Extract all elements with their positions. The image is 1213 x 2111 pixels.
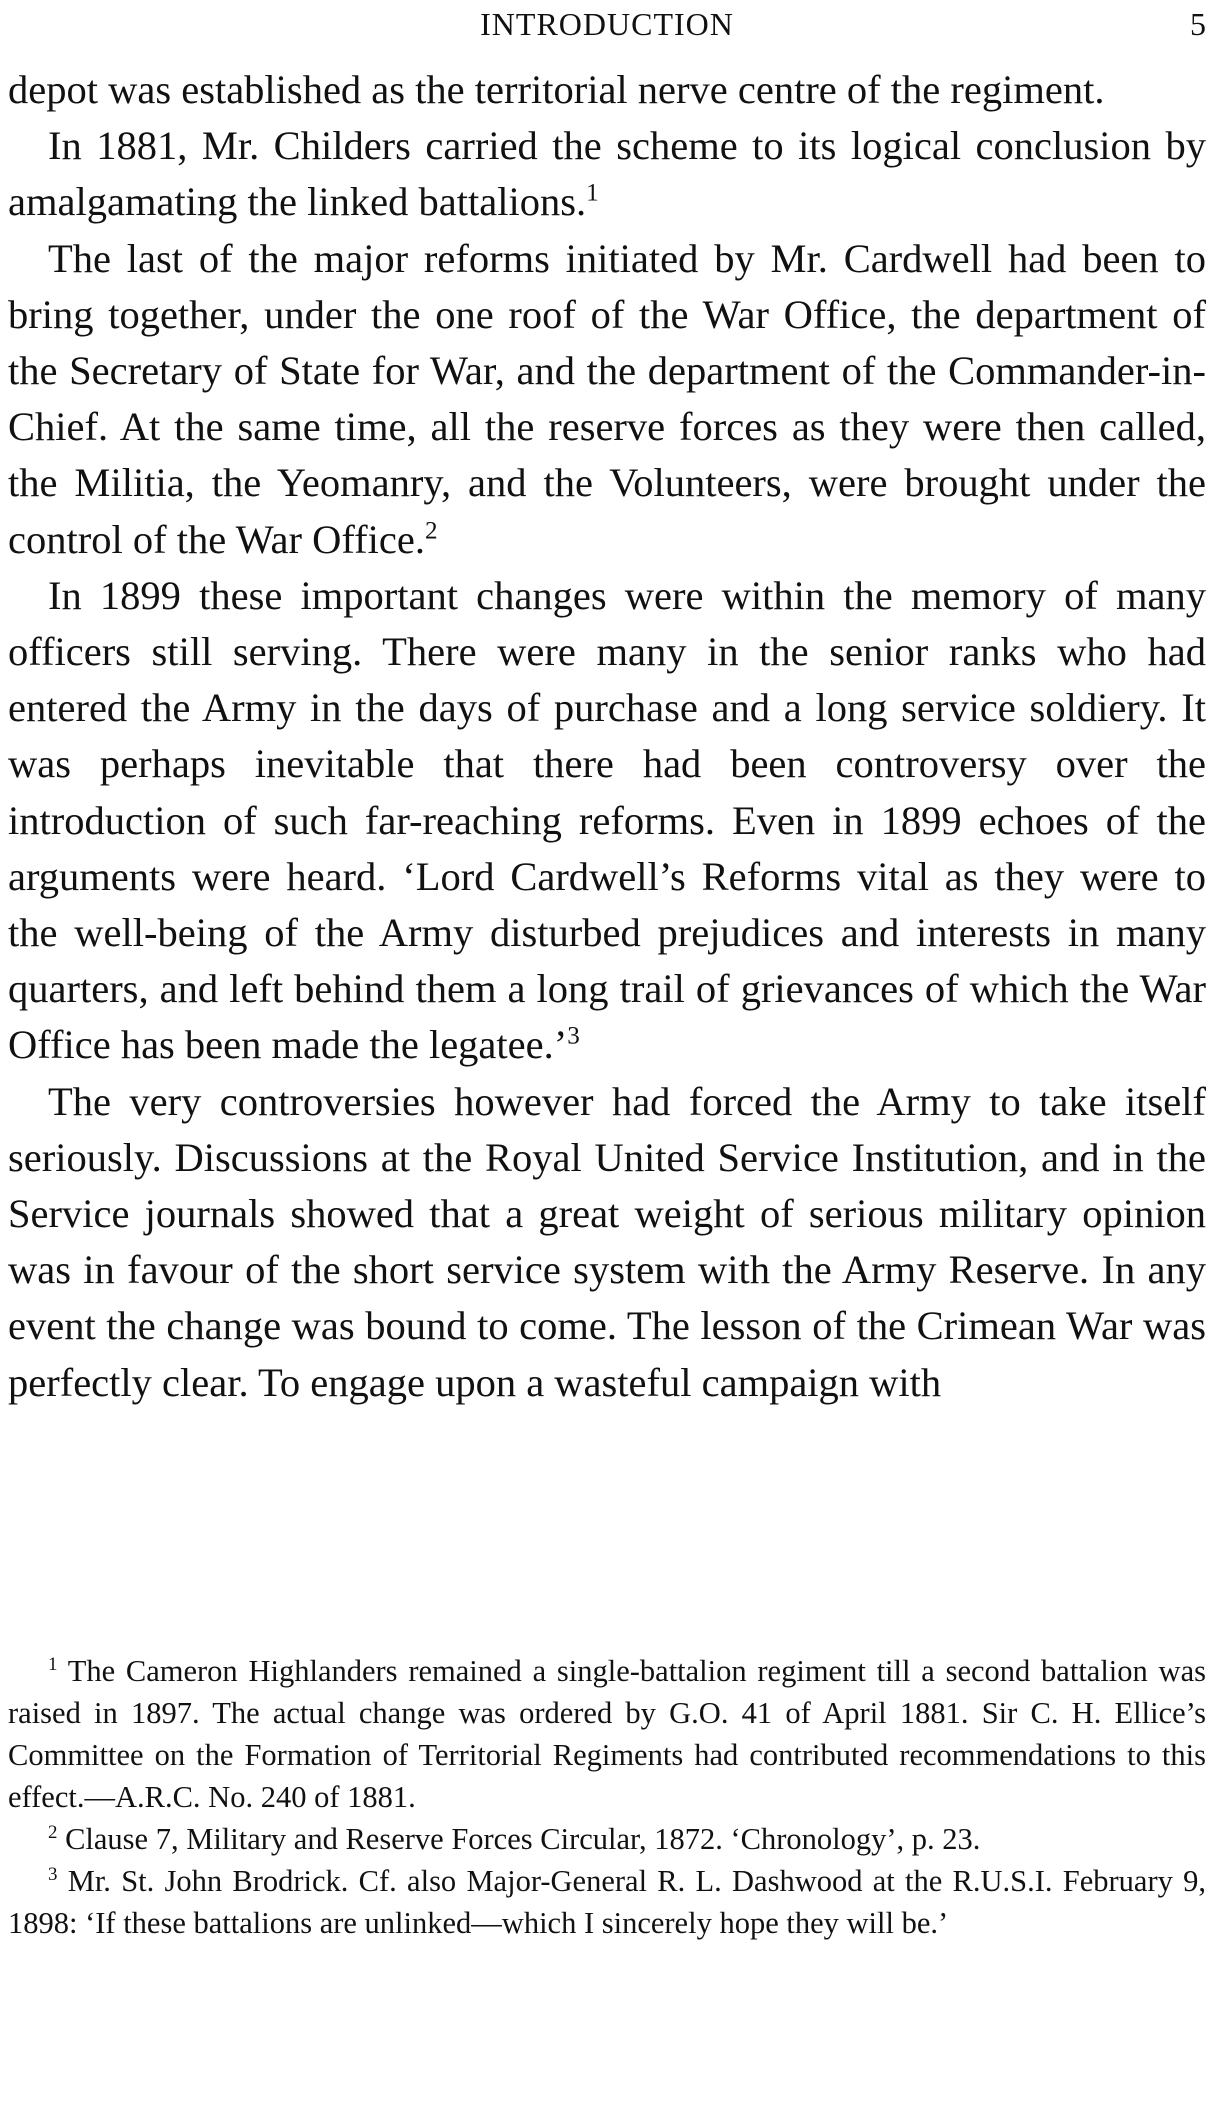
footnote: [8, 1650, 1206, 1818]
paragraph-text: In 1881, Mr. Childers carried the scheme to its logical conclusion by amalgamating the linked battalions.: [8, 123, 1206, 225]
paragraph-text: In 1899 these important changes were within the memory of many officers still serving. There were many in the senior ranks who had entered the Army in the days of purchase and a long service soldiery. It was perhaps inevitable that there had been controversy over the introduction of such far-reaching reforms. Even in 1899 echoes of the arguments were heard. ‘Lord Cardwell’s Reforms vital as they were to the well-being of the Army disturbed prejudices and interests in many quarters, and left behind them a long trail of grievances of which the War Office has been made the legatee.’: [8, 572, 1206, 1068]
paragraph-continuation: [8, 62, 1206, 118]
running-title: INTRODUCTION: [480, 6, 734, 42]
page-number: 5: [1190, 6, 1206, 42]
footnotes: [8, 1650, 1206, 1944]
paragraph-text: depot was established as the territorial nerve centre of the regiment.: [8, 67, 1105, 112]
paragraph: [8, 568, 1206, 1074]
paragraph: [8, 1074, 1206, 1411]
footnote-text: The Cameron Highlanders remained a single-battalion regiment till a second battalion was raised in 1897. The actual change was ordered by G.O. 41 of April 1881. Sir C. H. Ellice’s Committee on the Formation of Territorial Regiments had contributed recommendations to this effect.—A.R.C. No. 240 of 1881.: [8, 1654, 1206, 1814]
footnote-text: Clause 7, Military and Reserve Forces Circular, 1872. ‘Chronology’, p. 23.: [65, 1822, 981, 1856]
paragraph: [8, 118, 1206, 230]
paragraph-text: The very controversies however had forced the Army to take itself seriously. Discussions at the Royal United Service Institution, and in the Service journals showed that a great weight of serious military opinion was in favour of the short service system with the Army Reserve. In any event the change was bound to come. The lesson of the Crimean War was perfectly clear. To engage upon a wasteful campaign with: [8, 1078, 1206, 1405]
footnote-text: Mr. St. John Brodrick. Cf. also Major-General R. L. Dashwood at the R.U.S.I. February 9, 1898: ‘If these battalions are unlinked—which I sincerely hope they will be.’: [8, 1864, 1206, 1940]
footnote: [8, 1860, 1206, 1944]
paragraph: [8, 231, 1206, 568]
footnote-marker: 1: [48, 1653, 58, 1675]
footnote-marker: 2: [48, 1821, 58, 1843]
paragraph-text: The last of the major reforms initiated by Mr. Cardwell had been to bring together, under the one roof of the War Office, the department of the Secretary of State for War, and the department of the Commander-in-Chief. At the same time, all the reserve forces as they were then called, the Militia, the Yeomanry, and the Volunteers, were brought under the control of the War Office.: [8, 235, 1206, 562]
footnote-reference: 3: [567, 1022, 580, 1050]
footnote: [8, 1818, 1206, 1860]
running-head: [8, 4, 1206, 44]
body-text: [8, 62, 1206, 1411]
footnote-marker: 3: [48, 1863, 58, 1885]
footnote-reference: 1: [586, 179, 599, 207]
footnote-reference: 2: [424, 517, 438, 545]
book-page: [8, 0, 1206, 2111]
